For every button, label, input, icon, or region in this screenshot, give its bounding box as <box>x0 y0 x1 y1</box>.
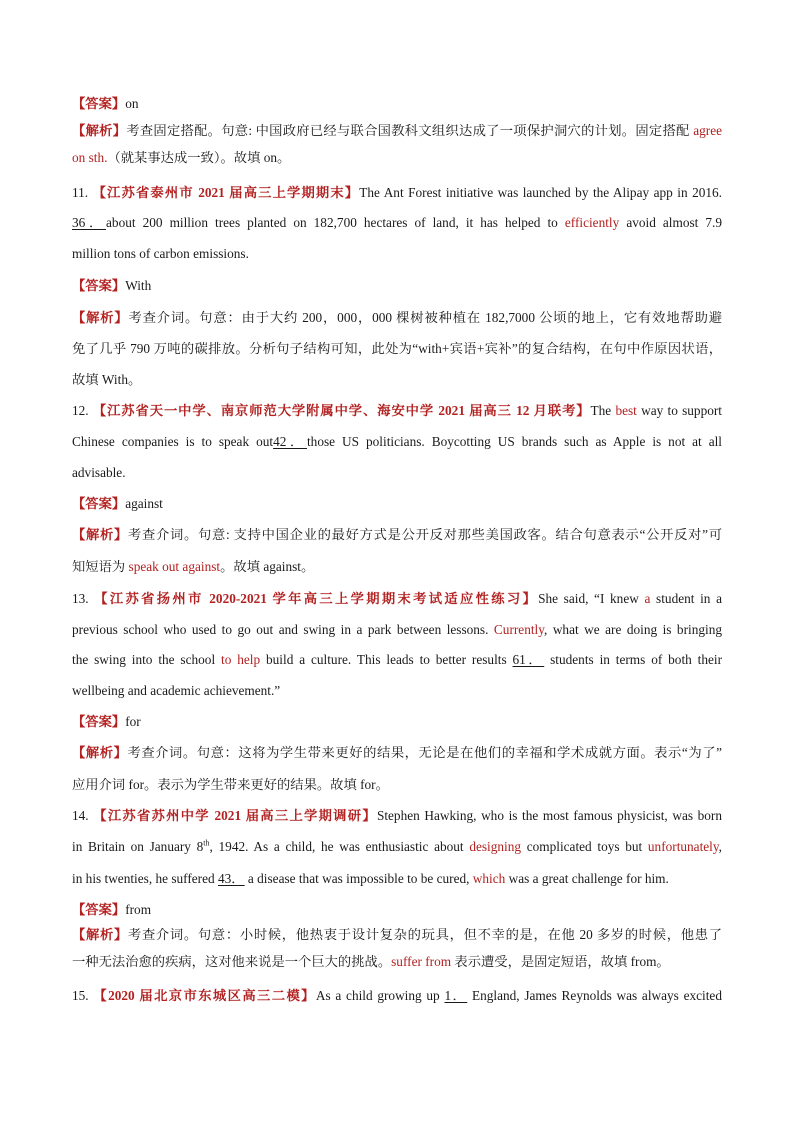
section-label: 【解析】 <box>72 123 127 138</box>
text-segment: 14. <box>72 808 94 823</box>
text-segment: 表示遭受，是固定短语，故填 from。 <box>451 954 670 969</box>
section-label: 【答案】 <box>72 496 126 511</box>
text-line <box>72 620 722 640</box>
text-segment: With <box>125 278 152 293</box>
text-line <box>72 244 722 264</box>
text-line <box>72 743 722 763</box>
text-line <box>72 339 722 359</box>
text-segment: the swing into the school <box>72 652 222 667</box>
text-line <box>72 925 722 945</box>
text-segment: in Britain on January 8 <box>72 839 204 854</box>
text-line <box>72 775 722 795</box>
text-line <box>72 525 722 545</box>
text-segment: Chinese companies is to speak out <box>72 434 274 449</box>
section-label: 【江苏省苏州中学 2021 届高三上学期调研】 <box>93 808 377 823</box>
text-line <box>72 869 722 889</box>
text-line <box>72 650 722 670</box>
text-segment: a <box>644 591 651 606</box>
text-line <box>72 370 722 390</box>
section-label: 【答案】 <box>72 714 126 729</box>
text-line <box>72 494 722 514</box>
text-segment: 13. <box>72 591 95 606</box>
text-segment: a disease that was impossible to be cured, <box>244 871 473 886</box>
text-segment: 考查介词。句意：由于大约 200，000，000 棵树被种植在 182,7000 公顷的地上，它有效地帮助避 <box>128 310 723 325</box>
text-segment: million tons of carbon emissions. <box>72 246 249 261</box>
text-line <box>72 681 722 701</box>
text-segment: speak out against <box>128 559 221 574</box>
text-segment: 12. <box>72 403 93 418</box>
section-label: 【2020 届北京市东城区高三二模】 <box>93 988 316 1003</box>
section-label: 【江苏省天一中学、南京师范大学附属中学、海安中学 2021 届高三 12 月联考】 <box>92 403 591 418</box>
text-segment: those US politicians. Boycotting US brands such as Apple is not at all <box>306 434 722 449</box>
text-line <box>72 276 722 296</box>
section-label: 【解析】 <box>72 745 128 760</box>
text-line <box>72 952 722 972</box>
text-segment: against <box>125 496 163 511</box>
text-segment: complicated toys but <box>521 839 648 854</box>
text-segment: agree <box>693 123 723 138</box>
text-segment: unfortunately <box>647 839 719 854</box>
blank-number: 43． <box>218 871 245 886</box>
text-line <box>72 213 722 233</box>
text-line <box>72 589 722 609</box>
text-line <box>72 986 722 1006</box>
text-segment: , 1942. As a child, he was enthusiastic about <box>209 839 470 854</box>
text-segment: in his twenties, he suffered <box>72 871 218 886</box>
text-segment: 考查介词。句意：小时候，他热衷于设计复杂的玩具，但不幸的是，在他 20 多岁的时候，他患了 <box>127 927 723 942</box>
section-label: 【解析】 <box>72 310 129 325</box>
text-segment: was a great challenge for him. <box>505 871 669 886</box>
text-line <box>72 432 722 452</box>
text-segment: from <box>125 902 152 917</box>
text-segment: about 200 million trees planted on 182,700 hectares of land, it has helped to <box>106 215 565 230</box>
text-segment: As a child growing up <box>315 988 445 1003</box>
text-segment: way to support <box>636 403 722 418</box>
text-segment: （就某事达成一致）。故填 on。 <box>107 150 291 165</box>
text-line <box>72 837 722 857</box>
text-segment: , what we are doing is bringing <box>544 622 722 637</box>
text-segment: on <box>125 96 139 111</box>
text-line <box>72 121 722 141</box>
text-line <box>72 900 722 920</box>
text-segment: 考查介词。句意：这将为学生带来更好的结果，无论是在他们的幸福和学术成就方面。表示“为了” <box>127 745 722 760</box>
text-segment: suffer from <box>391 954 452 969</box>
blank-number: 42． <box>273 434 307 449</box>
section-label: 【答案】 <box>72 96 126 111</box>
text-segment: build a culture. This leads to better results <box>260 652 513 667</box>
text-segment: student in a <box>650 591 723 606</box>
text-segment: 11. <box>72 185 93 200</box>
text-segment: 免了几乎 790 万吨的碳排放。分析句子结构可知，此处为“with+宾语+宾补”的复合结构，在句中作原因状语， <box>72 341 722 356</box>
text-segment: 故填 With。 <box>72 372 142 387</box>
section-label: 【答案】 <box>72 278 126 293</box>
text-segment: efficiently <box>564 215 620 230</box>
text-segment: advisable. <box>72 465 126 480</box>
text-segment: 一种无法治愈的疾病，这对他来说是一个巨大的挑战。 <box>72 954 392 969</box>
text-segment: students in terms of both their <box>544 652 723 667</box>
blank-number: 61． <box>512 652 545 667</box>
section-label: 【江苏省泰州市 2021 届高三上学期期末】 <box>92 185 360 200</box>
blank-number: 36． <box>72 215 107 230</box>
text-line <box>72 94 722 114</box>
text-line <box>72 148 722 168</box>
text-line <box>72 401 722 421</box>
text-segment: The Ant Forest initiative was launched by the Alipay app in 2016. <box>359 185 723 200</box>
text-segment: 考查介词。句意: 支持中国企业的最好方式是公开反对那些美国政客。结合句意表示“公开反对”可 <box>127 527 722 542</box>
text-segment: on sth. <box>72 150 108 165</box>
text-line <box>72 463 722 483</box>
text-segment: She said, “I knew <box>538 591 645 606</box>
text-segment: Currently <box>493 622 545 637</box>
section-label: 【解析】 <box>72 927 128 942</box>
text-segment: 考查固定搭配。句意: 中国政府已经与联合国教科文组织达成了一项保护洞穴的计划。固定搭配 <box>126 123 694 138</box>
text-segment: for <box>125 714 141 729</box>
text-segment: 应用介词 for。表示为学生带来更好的结果。故填 for。 <box>72 777 389 792</box>
text-segment: The <box>590 403 616 418</box>
section-label: 【江苏省扬州市 2020-2021 学年高三上学期期末考试适应性练习】 <box>94 591 539 606</box>
section-label: 【答案】 <box>72 902 126 917</box>
text-line <box>72 806 722 826</box>
text-segment: England, James Reynolds was always excited <box>467 988 722 1003</box>
text-segment: to help <box>221 652 261 667</box>
text-segment: , <box>718 839 722 854</box>
text-segment: best <box>615 403 637 418</box>
text-segment: wellbeing and academic achievement.” <box>72 683 281 698</box>
text-line <box>72 712 722 732</box>
blank-number: 1． <box>444 988 468 1003</box>
text-segment: th <box>203 838 210 848</box>
text-segment: previous school who used to go out and swing in a park between lessons. <box>72 622 494 637</box>
section-label: 【解析】 <box>72 527 128 542</box>
text-segment: avoid almost 7.9 <box>619 215 722 230</box>
text-segment: 15. <box>72 988 94 1003</box>
text-segment: which <box>472 871 506 886</box>
text-segment: 。故填 against。 <box>220 559 315 574</box>
text-line <box>72 308 722 328</box>
text-line <box>72 183 722 203</box>
text-line <box>72 557 722 577</box>
text-segment: Stephen Hawking, who is the most famous physicist, was born <box>376 808 722 823</box>
text-segment: 知短语为 <box>72 559 129 574</box>
text-segment: designing <box>469 839 522 854</box>
